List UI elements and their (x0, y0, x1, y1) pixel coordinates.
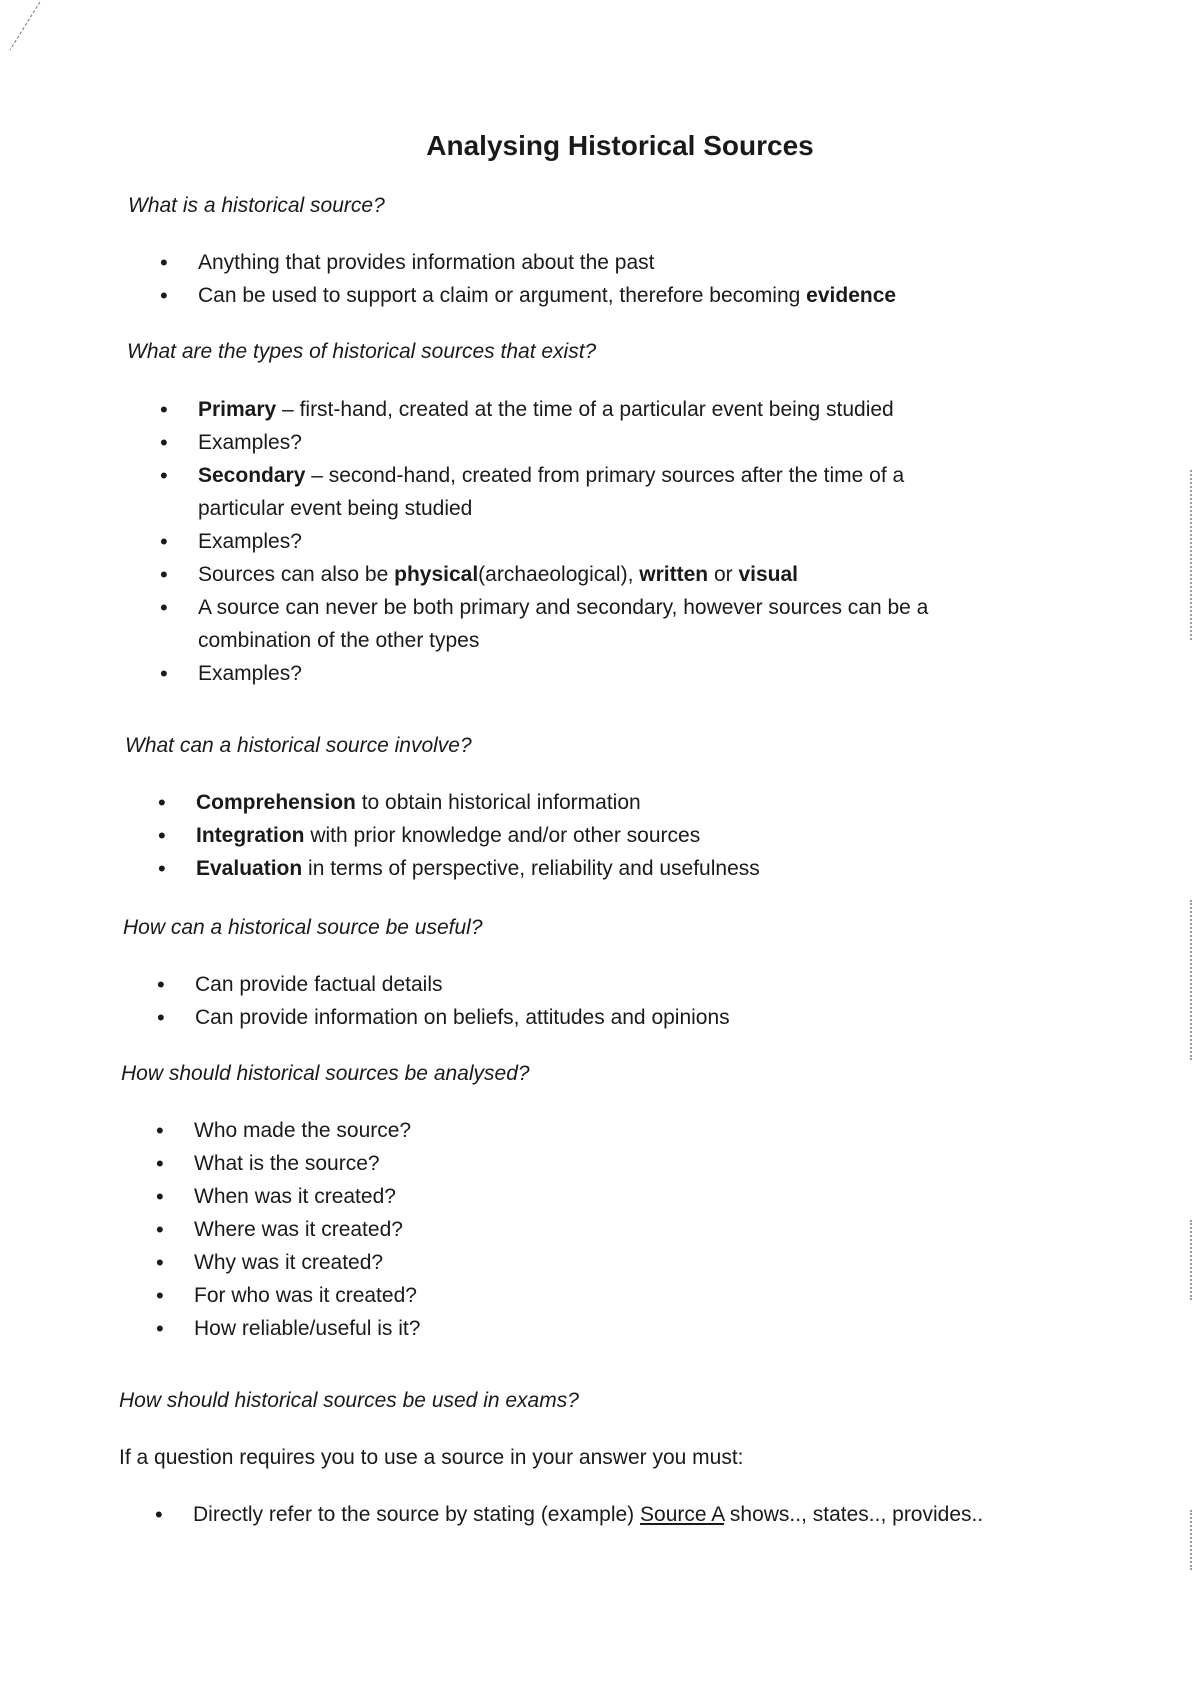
underlined-term: Source A (640, 1503, 725, 1526)
bold-term: written (639, 563, 709, 586)
bullet-list (155, 1498, 1055, 1531)
list-item (157, 968, 977, 1001)
bullet-list (156, 1114, 976, 1345)
item-text: What is the source? (194, 1152, 380, 1175)
item-text: Sources can also be (198, 563, 395, 586)
list-item (158, 852, 978, 885)
item-text: Who made the source? (194, 1119, 412, 1142)
item-text: (archaeological), (478, 563, 640, 586)
bullet-list (157, 968, 977, 1034)
item-text: Can provide information on beliefs, attitudes and opinions (195, 1006, 730, 1029)
list-item (157, 1001, 977, 1034)
scan-edge-dots (1190, 470, 1194, 640)
item-text: Can be used to support a claim or argument, therefore becoming (198, 284, 807, 307)
list-item (160, 246, 980, 279)
list-item (160, 459, 980, 525)
list-item (160, 558, 980, 591)
item-text: Anything that provides information about the past (198, 251, 655, 274)
bold-term: Primary (198, 398, 277, 421)
list-item (155, 1498, 1055, 1531)
item-text: Where was it created? (194, 1218, 403, 1241)
scan-corner-mark (4, 0, 44, 60)
section-intro: If a question requires you to use a source in your answer you must: (119, 1446, 744, 1469)
section-heading: How should historical sources be analysed? (121, 1062, 530, 1085)
list-item (160, 393, 980, 426)
bold-term: physical (394, 563, 479, 586)
item-text: – first-hand, created at the time of a particular event being studied (276, 398, 894, 421)
scan-edge-dots (1190, 1220, 1194, 1300)
section-heading: What are the types of historical sources that exist? (127, 340, 597, 363)
bold-term: Comprehension (196, 791, 356, 814)
item-text: in terms of perspective, reliability and usefulness (302, 857, 760, 880)
item-text: How reliable/useful is it? (194, 1317, 421, 1340)
list-item (158, 786, 978, 819)
scan-edge-dots (1190, 900, 1194, 1060)
item-text: or (708, 563, 739, 586)
item-text: to obtain historical information (355, 791, 641, 814)
list-item (156, 1180, 976, 1213)
item-text: Examples? (198, 662, 302, 685)
item-text: Can provide factual details (195, 973, 443, 996)
section-heading: What is a historical source? (128, 194, 385, 217)
scan-edge-dots (1190, 1510, 1194, 1570)
page-title: Analysing Historical Sources (426, 130, 814, 161)
item-text: Why was it created? (194, 1251, 384, 1274)
item-text: For who was it created? (194, 1284, 417, 1307)
section-heading: What can a historical source involve? (125, 734, 472, 757)
list-item (160, 525, 980, 558)
bullet-list (160, 393, 980, 690)
item-text: Examples? (198, 530, 302, 553)
item-text: Directly refer to the source by stating (example) (193, 1503, 641, 1526)
bullet-list (158, 786, 978, 885)
list-item (160, 591, 980, 657)
item-text: – second-hand, created from primary sources after the time of a particular event being studied (198, 464, 905, 520)
list-item (156, 1114, 976, 1147)
list-item (156, 1246, 976, 1279)
bold-term: evidence (806, 284, 897, 307)
bold-term: visual (738, 563, 798, 586)
bold-term: Integration (196, 824, 305, 847)
bullet-list (160, 246, 980, 312)
item-text: A source can never be both primary and secondary, however sources can be a combination of the other types (198, 596, 929, 652)
list-item (156, 1312, 976, 1345)
item-text: shows.., states.., provides.. (724, 1503, 984, 1526)
item-text: with prior knowledge and/or other sources (304, 824, 701, 847)
bold-term: Secondary (198, 464, 306, 487)
list-item (158, 819, 978, 852)
list-item (156, 1279, 976, 1312)
list-item (160, 426, 980, 459)
list-item (156, 1147, 976, 1180)
list-item (160, 657, 980, 690)
section-heading: How should historical sources be used in exams? (119, 1389, 579, 1412)
bold-term: Evaluation (196, 857, 303, 880)
list-item (156, 1213, 976, 1246)
item-text: Examples? (198, 431, 302, 454)
section-heading: How can a historical source be useful? (123, 916, 483, 939)
item-text: When was it created? (194, 1185, 396, 1208)
list-item (160, 279, 980, 312)
